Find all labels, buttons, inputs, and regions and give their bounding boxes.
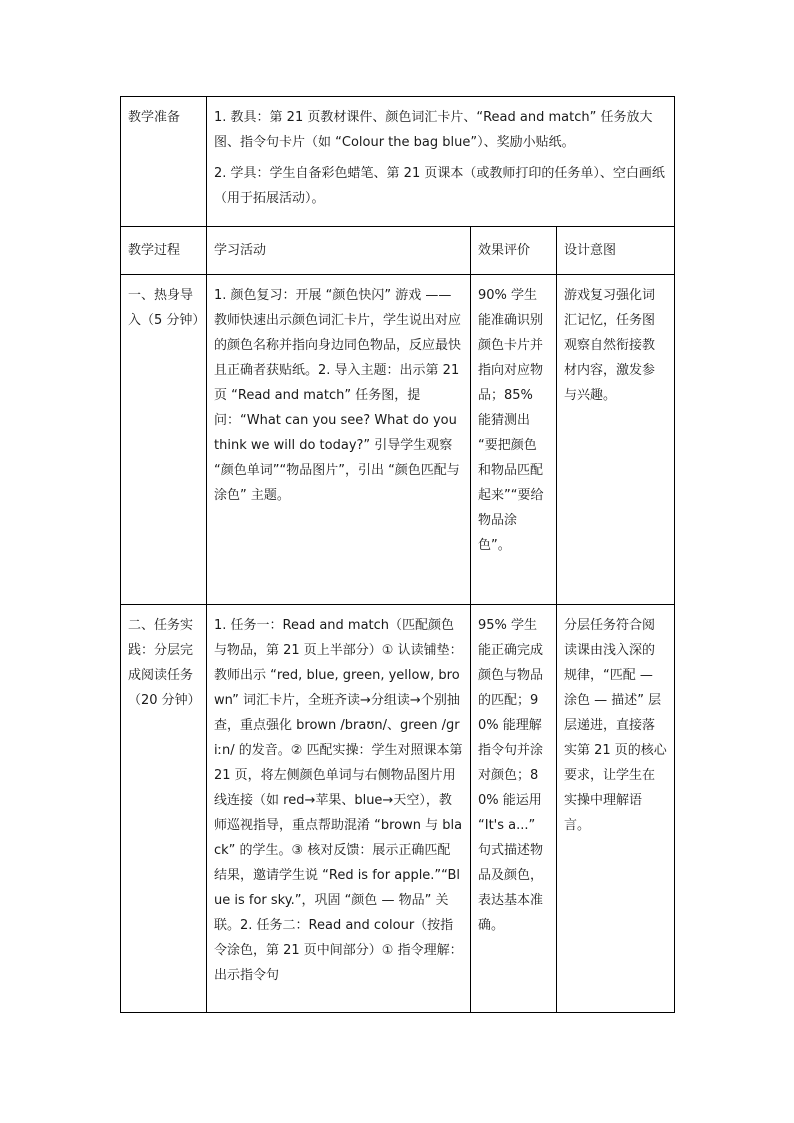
evaluation-cell: 90% 学生能准确识别颜色卡片并指向对应物品；85% 能猜测出 “要把颜色和物品匹配起来”“要给物品涂色”。 <box>471 275 557 605</box>
prep-item-student-tools: 2. 学具：学生自备彩色蜡笔、第 21 页课本（或教师打印的任务单）、空白画纸（用于拓展活动）。 <box>214 166 665 206</box>
header-activity: 学习活动 <box>207 227 471 275</box>
activity-cell: 1. 颜色复习：开展 “颜色快闪” 游戏 —— 教师快速出示颜色词汇卡片，学生说出对应的颜色名称并指向身边同色物品，反应最快且正确者获贴纸。2. 导入主题：出示第 21 页 “Read and match” 任务图，提问：“What can you see? What do you think we will do today?” 引导学生观察 “颜色单词”“物品图片”，引出 “颜色匹配与涂色” 主题。 <box>207 275 471 605</box>
intent-cell: 游戏复习强化词汇记忆，任务图观察自然衔接教材内容，激发参与兴趣。 <box>557 275 675 605</box>
header-process: 教学过程 <box>121 227 207 275</box>
evaluation-cell: 95% 学生能正确完成颜色与物品的匹配；90% 能理解指令句并涂对颜色；80% 能运用 “It's a...” 句式描述物品及颜色，表达基本准确。 <box>471 605 557 1013</box>
prep-item-teacher-tools: 1. 教具：第 21 页教材课件、颜色词汇卡片、“Read and match” 任务放大图、指令句卡片（如 “Colour the bag blue”）、奖励小贴纸。 <box>214 110 653 150</box>
prep-content <box>207 97 675 227</box>
lesson-plan-table <box>120 96 675 1013</box>
table-row <box>121 275 675 605</box>
header-row <box>121 227 675 275</box>
header-evaluation: 效果评价 <box>471 227 557 275</box>
activity-cell: 1. 任务一：Read and match（匹配颜色与物品，第 21 页上半部分）① 认读铺垫：教师出示 “red, blue, green, yellow, brown” 词汇卡片，全班齐读→分组读→个别抽查，重点强化 brown /braʊn/、green /ɡriːn/ 的发音。② 匹配实操：学生对照课本第 21 页，将左侧颜色单词与右侧物品图片用线连接（如 red→苹果、blue→天空），教师巡视指导，重点帮助混淆 “brown 与 black” 的学生。③ 核对反馈：展示正确匹配结果，邀请学生说 “Red is for apple.”“Blue is for sky.”，巩固 “颜色 — 物品” 关联。2. 任务二：Read and colour（按指令涂色，第 21 页中间部分）① 指令理解：出示指令句 <box>207 605 471 1013</box>
header-intent: 设计意图 <box>557 227 675 275</box>
table-row <box>121 605 675 1013</box>
prep-row <box>121 97 675 227</box>
intent-cell: 分层任务符合阅读课由浅入深的规律，“匹配 — 涂色 — 描述” 层层递进，直接落实第 21 页的核心要求，让学生在实操中理解语言。 <box>557 605 675 1013</box>
stage-cell: 二、任务实践：分层完成阅读任务（20 分钟） <box>121 605 207 1013</box>
prep-label: 教学准备 <box>121 97 207 227</box>
stage-cell: 一、热身导入（5 分钟） <box>121 275 207 605</box>
